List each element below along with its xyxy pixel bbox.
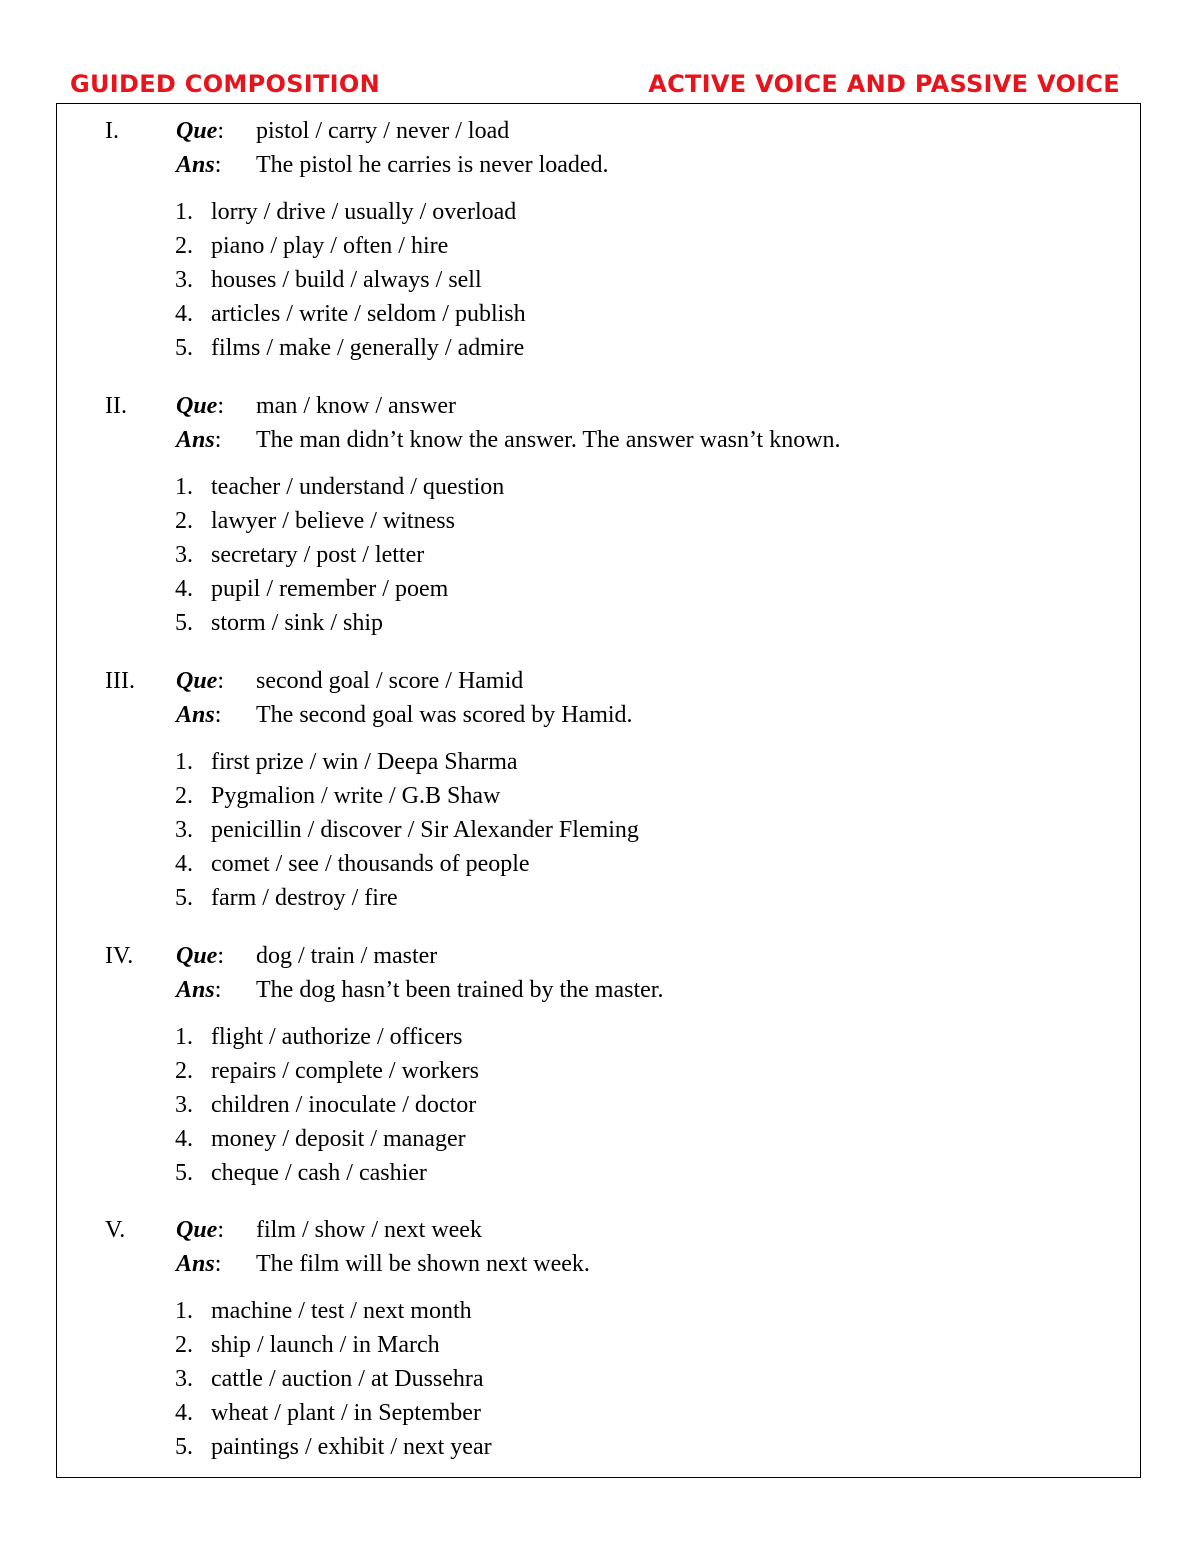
list-item-number: 4. bbox=[175, 576, 193, 602]
que-label-text: Que bbox=[176, 943, 218, 969]
list-item: cheque / cash / cashier bbox=[211, 1160, 427, 1186]
exercise-frame bbox=[56, 103, 1141, 1478]
list-item-number: 2. bbox=[175, 1058, 193, 1084]
list-item-number: 3. bbox=[175, 267, 193, 293]
ans-label-colon: : bbox=[214, 152, 222, 178]
ans-label-text: Ans bbox=[176, 427, 215, 453]
list-item: machine / test / next month bbox=[211, 1298, 472, 1324]
list-item-number: 4. bbox=[175, 301, 193, 327]
ans-label-colon: : bbox=[214, 1251, 222, 1277]
list-item-number: 4. bbox=[175, 1400, 193, 1426]
que-label-text: Que bbox=[176, 1217, 218, 1243]
que-label-colon: : bbox=[217, 118, 225, 144]
list-item-number: 2. bbox=[175, 1332, 193, 1358]
list-item-number: 1. bbox=[175, 1298, 193, 1324]
list-item: pupil / remember / poem bbox=[211, 576, 449, 602]
list-item-number: 5. bbox=[175, 885, 193, 911]
list-item: repairs / complete / workers bbox=[211, 1058, 479, 1084]
que-label-colon: : bbox=[217, 1217, 225, 1243]
list-item: money / deposit / manager bbox=[211, 1126, 466, 1152]
list-item-number: 1. bbox=[175, 474, 193, 500]
ans-label bbox=[176, 973, 221, 1007]
section-numeral: III. bbox=[105, 668, 135, 694]
question-text: second goal / score / Hamid bbox=[256, 668, 524, 694]
que-label-text: Que bbox=[176, 668, 218, 694]
question-text: pistol / carry / never / load bbox=[256, 118, 510, 144]
question-text: dog / train / master bbox=[256, 943, 438, 969]
list-item-number: 1. bbox=[175, 199, 193, 225]
answer-text: The pistol he carries is never loaded. bbox=[256, 152, 609, 178]
list-item-number: 2. bbox=[175, 233, 193, 259]
list-item: penicillin / discover / Sir Alexander Fleming bbox=[211, 817, 639, 843]
que-label bbox=[176, 389, 224, 423]
section-numeral: V. bbox=[105, 1217, 126, 1243]
ans-label-text: Ans bbox=[176, 702, 215, 728]
list-item-number: 3. bbox=[175, 1366, 193, 1392]
answer-text: The second goal was scored by Hamid. bbox=[256, 702, 633, 728]
list-item: films / make / generally / admire bbox=[211, 335, 525, 361]
list-item-number: 3. bbox=[175, 542, 193, 568]
que-label-text: Que bbox=[176, 118, 218, 144]
list-item: flight / authorize / officers bbox=[211, 1024, 463, 1050]
list-item: secretary / post / letter bbox=[211, 542, 425, 568]
section-numeral: IV. bbox=[105, 943, 134, 969]
ans-label-text: Ans bbox=[176, 977, 215, 1003]
list-item: comet / see / thousands of people bbox=[211, 851, 530, 877]
list-item-number: 3. bbox=[175, 817, 193, 843]
que-label bbox=[176, 939, 224, 973]
section-numeral: II. bbox=[105, 393, 127, 419]
header-title-left: GUIDED COMPOSITION bbox=[70, 70, 381, 98]
que-label bbox=[176, 114, 224, 148]
ans-label-text: Ans bbox=[176, 152, 215, 178]
list-item: teacher / understand / question bbox=[211, 474, 505, 500]
list-item: first prize / win / Deepa Sharma bbox=[211, 749, 518, 775]
que-label-text: Que bbox=[176, 393, 218, 419]
list-item-number: 3. bbox=[175, 1092, 193, 1118]
list-item-number: 5. bbox=[175, 610, 193, 636]
list-item: cattle / auction / at Dussehra bbox=[211, 1366, 484, 1392]
list-item: storm / sink / ship bbox=[211, 610, 384, 636]
que-label bbox=[176, 1213, 224, 1247]
section-numeral: I. bbox=[105, 118, 119, 144]
ans-label-text: Ans bbox=[176, 1251, 215, 1277]
list-item: articles / write / seldom / publish bbox=[211, 301, 526, 327]
answer-text: The film will be shown next week. bbox=[256, 1251, 590, 1277]
answer-text: The man didn’t know the answer. The answer wasn’t known. bbox=[256, 427, 841, 453]
list-item-number: 5. bbox=[175, 335, 193, 361]
ans-label-colon: : bbox=[214, 427, 222, 453]
list-item-number: 2. bbox=[175, 508, 193, 534]
ans-label bbox=[176, 1247, 221, 1281]
que-label bbox=[176, 664, 224, 698]
list-item-number: 5. bbox=[175, 1160, 193, 1186]
list-item: children / inoculate / doctor bbox=[211, 1092, 477, 1118]
que-label-colon: : bbox=[217, 668, 225, 694]
que-label-colon: : bbox=[217, 943, 225, 969]
list-item: farm / destroy / fire bbox=[211, 885, 398, 911]
que-label-colon: : bbox=[217, 393, 225, 419]
answer-text: The dog hasn’t been trained by the master. bbox=[256, 977, 664, 1003]
ans-label-colon: : bbox=[214, 977, 222, 1003]
header-title-right: ACTIVE VOICE AND PASSIVE VOICE bbox=[648, 70, 1120, 98]
list-item-number: 2. bbox=[175, 783, 193, 809]
list-item-number: 5. bbox=[175, 1434, 193, 1460]
list-item: Pygmalion / write / G.B Shaw bbox=[211, 783, 501, 809]
list-item-number: 4. bbox=[175, 851, 193, 877]
ans-label bbox=[176, 423, 221, 457]
list-item: lawyer / believe / witness bbox=[211, 508, 455, 534]
ans-label bbox=[176, 148, 221, 182]
list-item: piano / play / often / hire bbox=[211, 233, 449, 259]
list-item-number: 1. bbox=[175, 1024, 193, 1050]
list-item: paintings / exhibit / next year bbox=[211, 1434, 492, 1460]
ans-label bbox=[176, 698, 221, 732]
ans-label-colon: : bbox=[214, 702, 222, 728]
list-item: wheat / plant / in September bbox=[211, 1400, 481, 1426]
list-item-number: 1. bbox=[175, 749, 193, 775]
question-text: film / show / next week bbox=[256, 1217, 482, 1243]
list-item: lorry / drive / usually / overload bbox=[211, 199, 517, 225]
list-item: ship / launch / in March bbox=[211, 1332, 440, 1358]
list-item: houses / build / always / sell bbox=[211, 267, 482, 293]
list-item-number: 4. bbox=[175, 1126, 193, 1152]
question-text: man / know / answer bbox=[256, 393, 456, 419]
